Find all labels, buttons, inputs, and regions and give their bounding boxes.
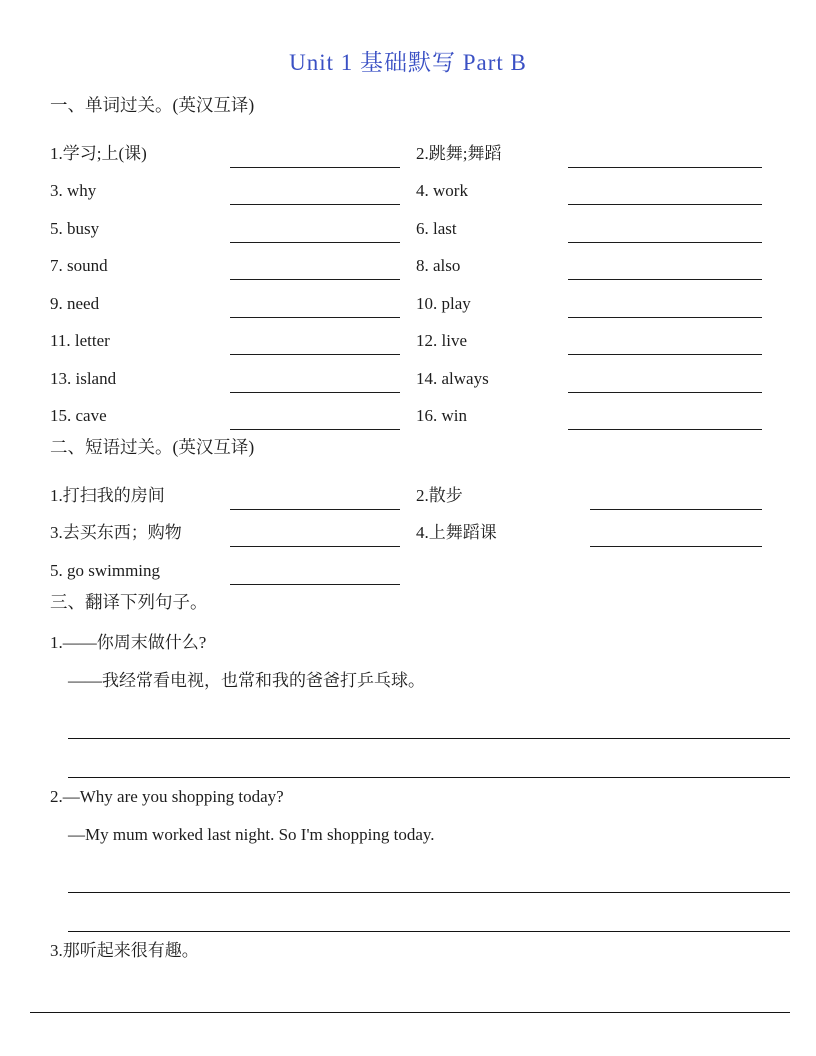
- section1-heading: 一、单词过关。(英汉互译): [50, 95, 255, 115]
- phrase-row: [50, 544, 790, 582]
- answer-blank: [230, 297, 400, 318]
- answer-blank: [590, 526, 762, 547]
- translation-item-3: [50, 932, 790, 1013]
- word-label: 15. cave: [50, 406, 107, 425]
- answer-line: [68, 854, 790, 893]
- phrase-label: 5. go swimming: [50, 560, 161, 580]
- answer-line: [68, 893, 790, 932]
- answer-blank: [230, 259, 400, 280]
- answer-blank: [568, 184, 762, 205]
- phrase-label: 2.散步: [416, 485, 463, 505]
- answer-blank: [230, 526, 400, 547]
- answer-blank: [568, 147, 762, 168]
- word-row: [50, 352, 790, 390]
- sentence-line: 3.那听起来很有趣。: [50, 940, 199, 960]
- word-row: [50, 240, 790, 278]
- answer-blank: [230, 564, 400, 585]
- answer-blank: [568, 334, 762, 355]
- word-label: 2.跳舞;舞蹈: [416, 143, 502, 163]
- word-label: 16. win: [416, 406, 467, 425]
- answer-line: [68, 700, 790, 739]
- word-label: 13. island: [50, 368, 117, 388]
- section2-heading: 二、短语过关。(英汉互译): [50, 437, 255, 457]
- sentence-line: —My mum worked last night. So I'm shopping today.: [68, 824, 435, 844]
- word-label: 8. also: [416, 256, 461, 275]
- answer-blank: [568, 222, 762, 243]
- phrase-row: [50, 507, 790, 545]
- answer-blank: [568, 409, 762, 430]
- word-label: 10. play: [416, 293, 471, 313]
- word-row: [50, 127, 790, 165]
- translation-item-2: [50, 778, 790, 932]
- answer-blank: [230, 222, 400, 243]
- word-label: 3. why: [50, 181, 97, 200]
- section2-phrase-list: [50, 469, 790, 582]
- word-label: 12. live: [416, 331, 467, 350]
- section3-heading: 三、翻译下列句子。: [50, 591, 208, 612]
- answer-blank: [568, 259, 762, 280]
- answer-blank: [568, 372, 762, 393]
- sentence-line: 2.—Why are you shopping today?: [50, 786, 284, 806]
- word-label: 7. sound: [50, 256, 108, 275]
- word-label: 4. work: [416, 181, 468, 200]
- word-row: [50, 202, 790, 240]
- answer-blank: [230, 489, 400, 510]
- page-title: Unit 1 基础默写 Part B: [289, 50, 527, 75]
- phrase-label: 4.上舞蹈课: [416, 523, 497, 542]
- word-row: [50, 390, 790, 428]
- answer-blank: [568, 297, 762, 318]
- answer-blank: [230, 372, 400, 393]
- sentence-line: 1.——你周末做什么?: [50, 632, 207, 652]
- answer-blank: [230, 147, 400, 168]
- word-label: 11. letter: [50, 331, 110, 350]
- answer-line: [30, 974, 790, 1013]
- phrase-label: 1.打扫我的房间: [50, 485, 165, 505]
- phrase-row: [50, 469, 790, 507]
- word-label: 1.学习;上(课): [50, 143, 147, 163]
- answer-line: [68, 739, 790, 778]
- answer-blank: [230, 184, 400, 205]
- answer-blank: [590, 489, 762, 510]
- answer-blank: [230, 409, 400, 430]
- section1-word-list: [50, 127, 790, 427]
- phrase-label: 3.去买东西；购物: [50, 523, 182, 542]
- translation-item-1: [50, 624, 790, 778]
- word-row: [50, 277, 790, 315]
- word-row: [50, 165, 790, 203]
- answer-blank: [230, 334, 400, 355]
- word-label: 9. need: [50, 293, 100, 313]
- sentence-line: ——我经常看电视，也常和我的爸爸打乒乓球。: [68, 670, 425, 690]
- word-row: [50, 315, 790, 353]
- word-label: 5. busy: [50, 218, 100, 238]
- word-label: 6. last: [416, 218, 457, 238]
- word-label: 14. always: [416, 368, 489, 388]
